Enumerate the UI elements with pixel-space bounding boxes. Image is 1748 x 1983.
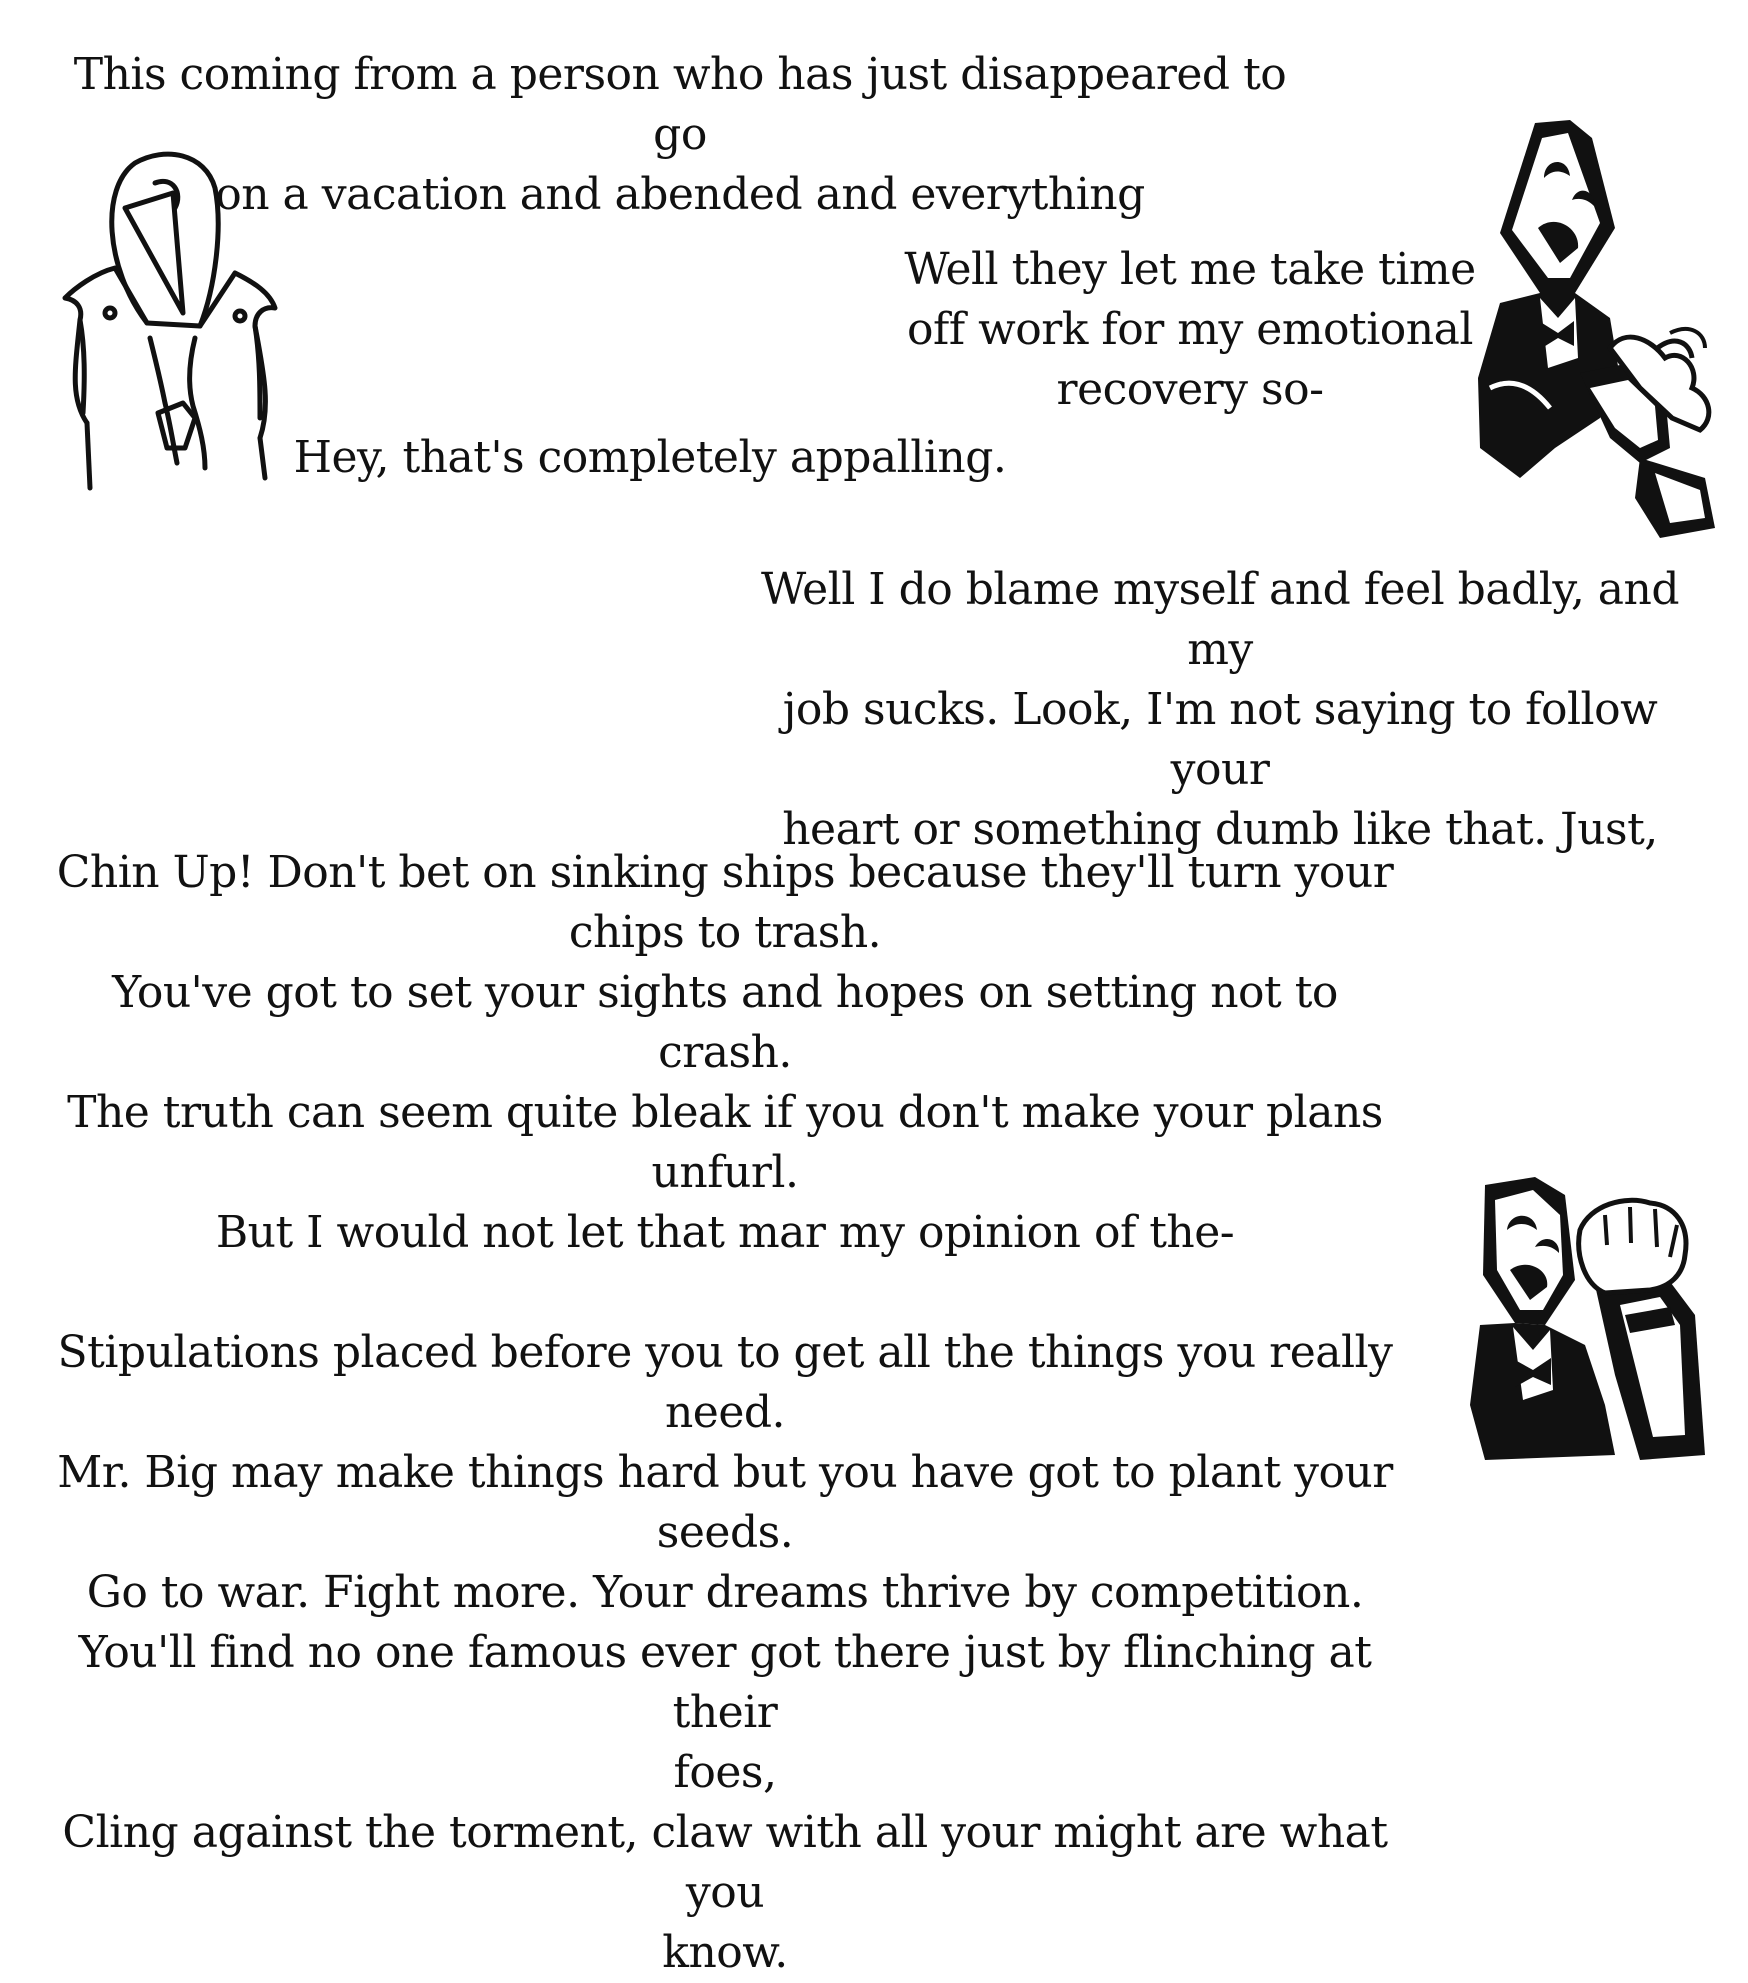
dialogue-line-appalling: Hey, that's completely appalling. (293, 432, 1007, 483)
masked-figure-raised-fist-icon (1465, 1175, 1715, 1465)
dialogue-line-blame: Well I do blame myself and feel badly, and my job sucks. Look, I'm not saying to follow your heart or something dumb like that. Just, (760, 564, 1680, 855)
song-lyrics: Chin Up! Don't bet on sinking ships because they'll turn your chips to trash. You've got to set your sights and hopes on setting not to crash. The truth can seem quite bleak if you don't make your plans unfurl. But I would not let that mar my opinion of the- Stipulations placed before you to get all the things you really need. Mr. Big may make things hard but you have got to plant your seeds. Go to war. Fight more. Your dreams thrive by competition. You'll find no one famous ever got there just by flinching at their foes, Cling against the torment, claw with all your might are what you know. (56, 847, 1394, 1978)
dialogue-line-vacation: This coming from a person who has just disappeared to go on a vacation and abended and everything (73, 49, 1287, 220)
sketched-masked-figure-icon (55, 148, 320, 533)
dialogue-line-time-off: Well they let me take time off work for my emotional recovery so- (904, 244, 1476, 415)
masked-figure-adjusting-cuff-icon (1460, 118, 1722, 543)
